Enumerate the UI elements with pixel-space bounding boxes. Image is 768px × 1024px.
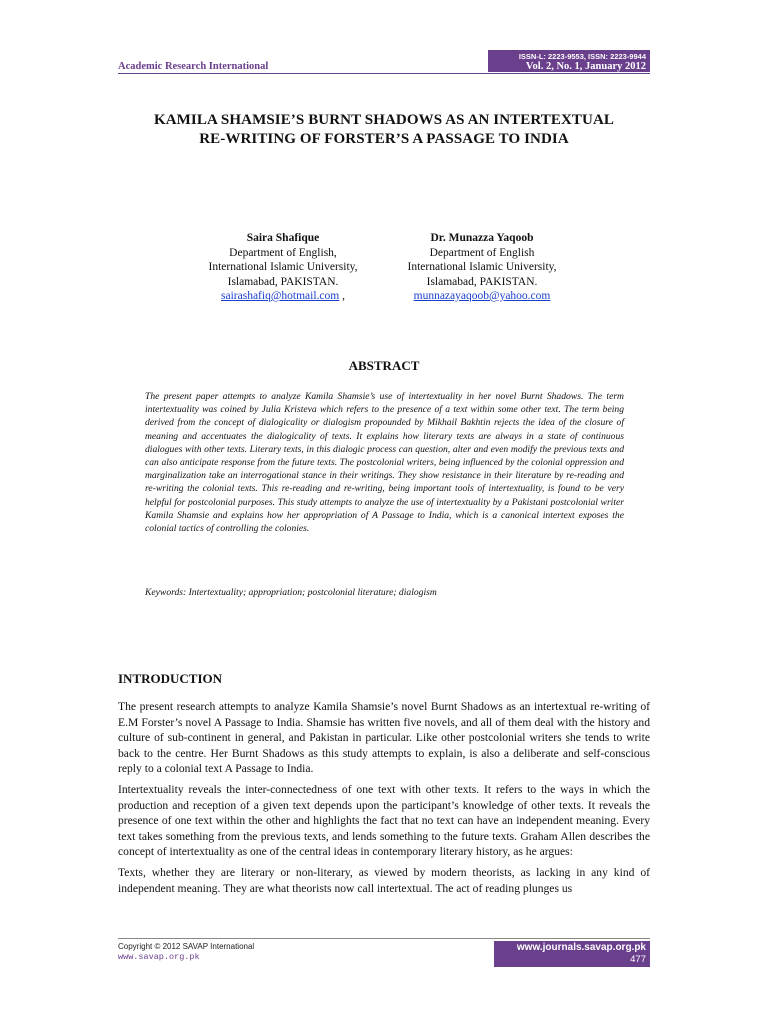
author-email-link[interactable]: sairashafiq@hotmail.com — [221, 290, 340, 302]
publisher-site-link[interactable]: www.savap.org.pk — [118, 952, 200, 962]
paper-title — [118, 111, 650, 149]
journal-url-link[interactable]: www.journals.savap.org.pk — [516, 942, 646, 953]
introduction-body — [118, 699, 650, 901]
author-department: Department of English, — [229, 246, 337, 259]
author-city: Islamabad, PAKISTAN. — [227, 275, 339, 288]
author-email-row — [183, 289, 383, 304]
issn-text: ISSN-L: 2223-9553, ISSN: 2223-9944 — [518, 52, 646, 61]
keywords-line: Keywords: Intertextuality; appropriation; postcolonial literature; dialogism — [145, 587, 437, 598]
volume-text: Vol. 2, No. 1, January 2012 — [525, 61, 646, 72]
author-block-1 — [183, 231, 383, 304]
journal-name: Academic Research International — [118, 61, 269, 72]
title-line-1: KAMILA SHAMSIE’S BURNT SHADOWS AS AN INTERTEXTUAL — [153, 112, 615, 128]
paragraph: Texts, whether they are literary or non-literary, as viewed by modern theorists, as lacking in any kind of independent meaning. They are what theorists now call intertextual. The act of reading plunges us — [118, 865, 650, 895]
author-block-2 — [382, 231, 582, 304]
paragraph: Intertextuality reveals the inter-connectedness of one text with other texts. It refers to the ways in which the production and reception of a given text depends upon the participant’s knowledge of other texts. It reveals the presence of one text within the other and highlights the fact that no text can have an independent meaning. Every text takes something from the previous texts, and lends something to the future texts. Graham Allen describes the concept of intertextuality as one of the central ideas in contemporary literary history, as he argues: — [118, 782, 650, 859]
header-divider — [118, 73, 650, 74]
paragraph: The present research attempts to analyze Kamila Shamsie’s novel Burnt Shadows as an intertextual re-writing of E.M Forster’s novel A Passage to India. Shamsie has written five novels, and all of them deal with the history and culture of sub-continent in general, and Pakistan in particular. Like other postcolonial writers she tends to write back to the centre. Her Burnt Shadows as this study attempts to explain, is also a deliberate and self-conscious reply to a colonial text A Passage to India. — [118, 700, 650, 776]
author-email-link[interactable]: munnazayaqoob@yahoo.com — [413, 290, 551, 302]
footer-divider — [118, 938, 650, 939]
author-department: Department of English — [429, 246, 535, 259]
footer-banner — [494, 941, 650, 967]
abstract-body: The present paper attempts to analyze Kamila Shamsie’s use of intertextuality in her novel Burnt Shadows. The term intertextuality was coined by Julia Kristeva which refers to the presence of a text within some other text. The term being derived from the concept of dialogicality or dialogism propounded by Mikhail Bakhtin rejects the idea of the closure of meaning and accentuates the dialogicality of texts. It explains how literary texts are always in a state of continuous dialogues with other texts. Literary texts, in this dialogic process can question, alter and even modify the previous texts and can also anticipate response from the future texts. The postcolonial writers, being influenced by the colonial oppression and marginalization take an interrogational stance in their writings. They show resistance in their literature by re-reading and re-writing the colonial texts. This re-reading and re-writing, being important tools of intertextuality, is found to be very helpful for postcolonial purposes. This study attempts to analyze the use of intertextuality by a Pakistani postcolonial writer Kamila Shamsie and explains how her appropriation of A Passage to India, which is a canonical intertext exposes the colonial tactics of controlling the colonies. — [145, 391, 624, 535]
author-university: International Islamic University, — [407, 261, 557, 273]
author-name: Saira Shafique — [246, 232, 320, 244]
email-suffix: , — [339, 290, 345, 302]
author-email-row — [382, 289, 582, 304]
author-city: Islamabad, PAKISTAN. — [426, 275, 538, 288]
author-university: International Islamic University, — [208, 261, 358, 273]
copyright-text: Copyright © 2012 SAVAP International — [118, 942, 255, 951]
page-number: 477 — [630, 954, 646, 965]
issn-banner — [488, 50, 650, 72]
title-line-2: RE-WRITING OF FORSTER’S A PASSAGE TO INDIA — [199, 131, 569, 147]
section-heading-introduction: INTRODUCTION — [118, 671, 223, 686]
abstract-heading: ABSTRACT — [348, 358, 420, 373]
author-name: Dr. Munazza Yaqoob — [430, 232, 534, 244]
